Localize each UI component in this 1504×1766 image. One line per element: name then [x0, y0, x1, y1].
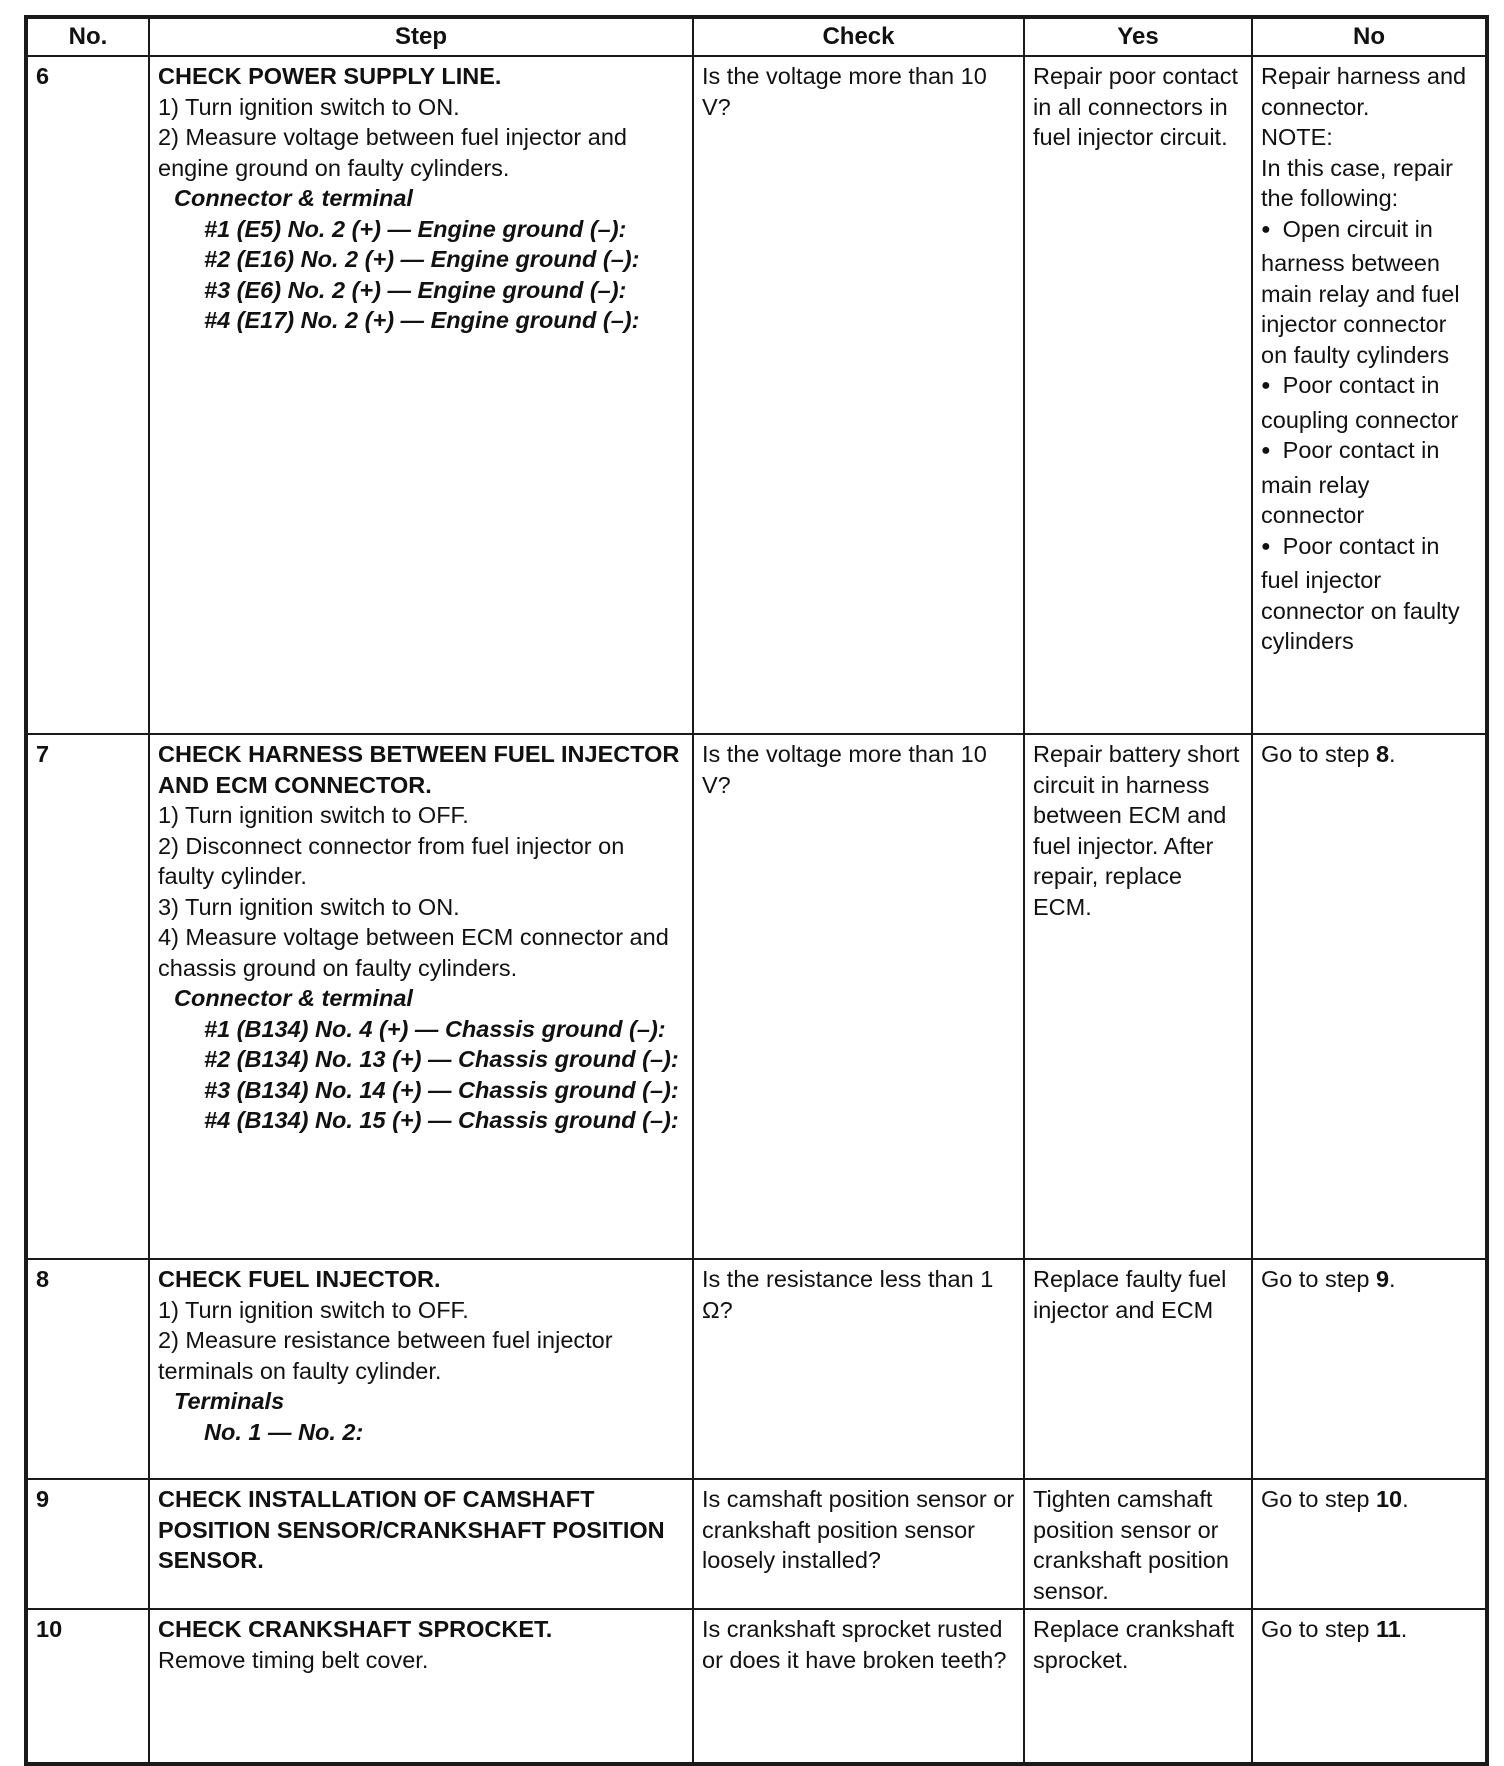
connector-heading: Connector & terminal	[174, 985, 413, 1011]
bullet-item: ● Poor contact in main relay connector	[1261, 435, 1479, 531]
step-cell	[149, 56, 693, 734]
step-line: 3) Turn ignition switch to ON.	[158, 893, 460, 920]
no-cell	[1252, 1479, 1487, 1609]
step-cell	[149, 1259, 693, 1479]
yes-cell: Replace faulty fuel injector and ECM	[1024, 1259, 1252, 1479]
step-line: Remove timing belt cover.	[158, 1646, 429, 1673]
yes-cell: Repair poor contact in all connectors in fuel injector circuit.	[1024, 56, 1252, 734]
row-number: 7	[26, 734, 149, 1259]
terminal-line: No. 1 — No. 2:	[204, 1418, 364, 1445]
check-cell: Is the voltage more than 10 V?	[693, 56, 1024, 734]
header-no-answer: No	[1252, 17, 1487, 56]
step-line: 4) Measure voltage between ECM connector and chassis ground on faulty cylinders.	[158, 924, 669, 981]
step-line: 1) Turn ignition switch to ON.	[158, 93, 460, 120]
note-label: NOTE:	[1261, 124, 1333, 150]
bullet-item: ● Poor contact in fuel injector connector on faulty cylinders	[1261, 531, 1479, 657]
diagnostic-table	[24, 15, 1489, 1766]
connector-line: #1 (E5) No. 2 (+) — Engine ground (–):	[204, 215, 627, 242]
yes-cell: Tighten camshaft position sensor or crankshaft position sensor.	[1024, 1479, 1252, 1609]
goto-step-number: 11	[1375, 1616, 1401, 1642]
table-row	[26, 1609, 1487, 1764]
goto-prefix: Go to step	[1261, 1266, 1376, 1292]
row-number: 6	[26, 56, 149, 734]
goto-prefix: Go to step	[1261, 1486, 1376, 1512]
step-cell	[149, 1609, 693, 1764]
goto-suffix: .	[1389, 1266, 1396, 1292]
step-title: CHECK FUEL INJECTOR.	[158, 1266, 441, 1292]
step-cell	[149, 1479, 693, 1609]
row-number: 8	[26, 1259, 149, 1479]
goto-suffix: .	[1389, 741, 1396, 767]
goto-step-number: 10	[1375, 1486, 1403, 1512]
no-cell	[1252, 734, 1487, 1259]
goto-prefix: Go to step	[1261, 1616, 1376, 1642]
header-no: No.	[26, 17, 149, 56]
bullet-item: ● Open circuit in harness between main relay and fuel injector connector on faulty cylinders	[1261, 214, 1479, 371]
bullet-item: ● Poor contact in coupling connector	[1261, 370, 1479, 435]
table-row	[26, 1259, 1487, 1479]
goto-suffix: .	[1402, 1486, 1409, 1512]
connector-line: #3 (E6) No. 2 (+) — Engine ground (–):	[204, 276, 627, 303]
step-line: 2) Measure voltage between fuel injector and engine ground on faulty cylinders.	[158, 124, 627, 181]
check-cell: Is camshaft position sensor or crankshaft position sensor loosely installed?	[693, 1479, 1024, 1609]
step-line: 1) Turn ignition switch to OFF.	[158, 1296, 469, 1323]
table-row	[26, 734, 1487, 1259]
goto-step-number: 9	[1375, 1266, 1390, 1292]
goto-prefix: Go to step	[1261, 741, 1376, 767]
goto-step-number: 8	[1375, 741, 1390, 767]
connector-line: #4 (B134) No. 15 (+) — Chassis ground (–):	[204, 1107, 679, 1133]
yes-cell: Repair battery short circuit in harness between ECM and fuel injector. After repair, replace ECM.	[1024, 734, 1252, 1259]
header-check: Check	[693, 17, 1024, 56]
row-number: 9	[26, 1479, 149, 1609]
step-cell	[149, 734, 693, 1259]
check-cell: Is the voltage more than 10 V?	[693, 734, 1024, 1259]
step-title: CHECK POWER SUPPLY LINE.	[158, 63, 502, 89]
no-line: In this case, repair the following:	[1261, 154, 1454, 211]
connector-line: #2 (E16) No. 2 (+) — Engine ground (–):	[204, 246, 640, 272]
step-line: 2) Measure resistance between fuel injector terminals on faulty cylinder.	[158, 1327, 613, 1384]
connector-heading: Connector & terminal	[174, 185, 413, 211]
no-cell	[1252, 1609, 1487, 1764]
check-cell: Is the resistance less than 1 Ω?	[693, 1259, 1024, 1479]
connector-line: #2 (B134) No. 13 (+) — Chassis ground (–):	[204, 1046, 679, 1072]
connector-line: #1 (B134) No. 4 (+) — Chassis ground (–):	[204, 1015, 666, 1042]
step-title: CHECK CRANKSHAFT SPROCKET.	[158, 1616, 553, 1642]
yes-cell: Replace crankshaft sprocket.	[1024, 1609, 1252, 1764]
row-number: 10	[26, 1609, 149, 1764]
no-line: Repair harness and connector.	[1261, 63, 1467, 120]
table-row	[26, 1479, 1487, 1609]
connector-line: #4 (E17) No. 2 (+) — Engine ground (–):	[204, 307, 640, 333]
check-cell: Is crankshaft sprocket rusted or does it have broken teeth?	[693, 1609, 1024, 1764]
table-header-row	[26, 17, 1487, 56]
terminals-heading: Terminals	[174, 1388, 285, 1414]
step-title: CHECK HARNESS BETWEEN FUEL INJECTOR AND ECM CONNECTOR.	[158, 741, 680, 798]
diagnostic-table-sheet	[24, 15, 1485, 1753]
step-title: CHECK INSTALLATION OF CAMSHAFT POSITION SENSOR/CRANKSHAFT POSITION SENSOR.	[158, 1486, 665, 1573]
header-yes: Yes	[1024, 17, 1252, 56]
goto-suffix: .	[1400, 1616, 1408, 1642]
no-cell	[1252, 56, 1487, 734]
header-step: Step	[149, 17, 693, 56]
no-cell	[1252, 1259, 1487, 1479]
step-line: 1) Turn ignition switch to OFF.	[158, 802, 469, 828]
connector-line: #3 (B134) No. 14 (+) — Chassis ground (–):	[204, 1076, 679, 1103]
table-row	[26, 56, 1487, 734]
step-line: 2) Disconnect connector from fuel injector on faulty cylinder.	[158, 832, 625, 889]
